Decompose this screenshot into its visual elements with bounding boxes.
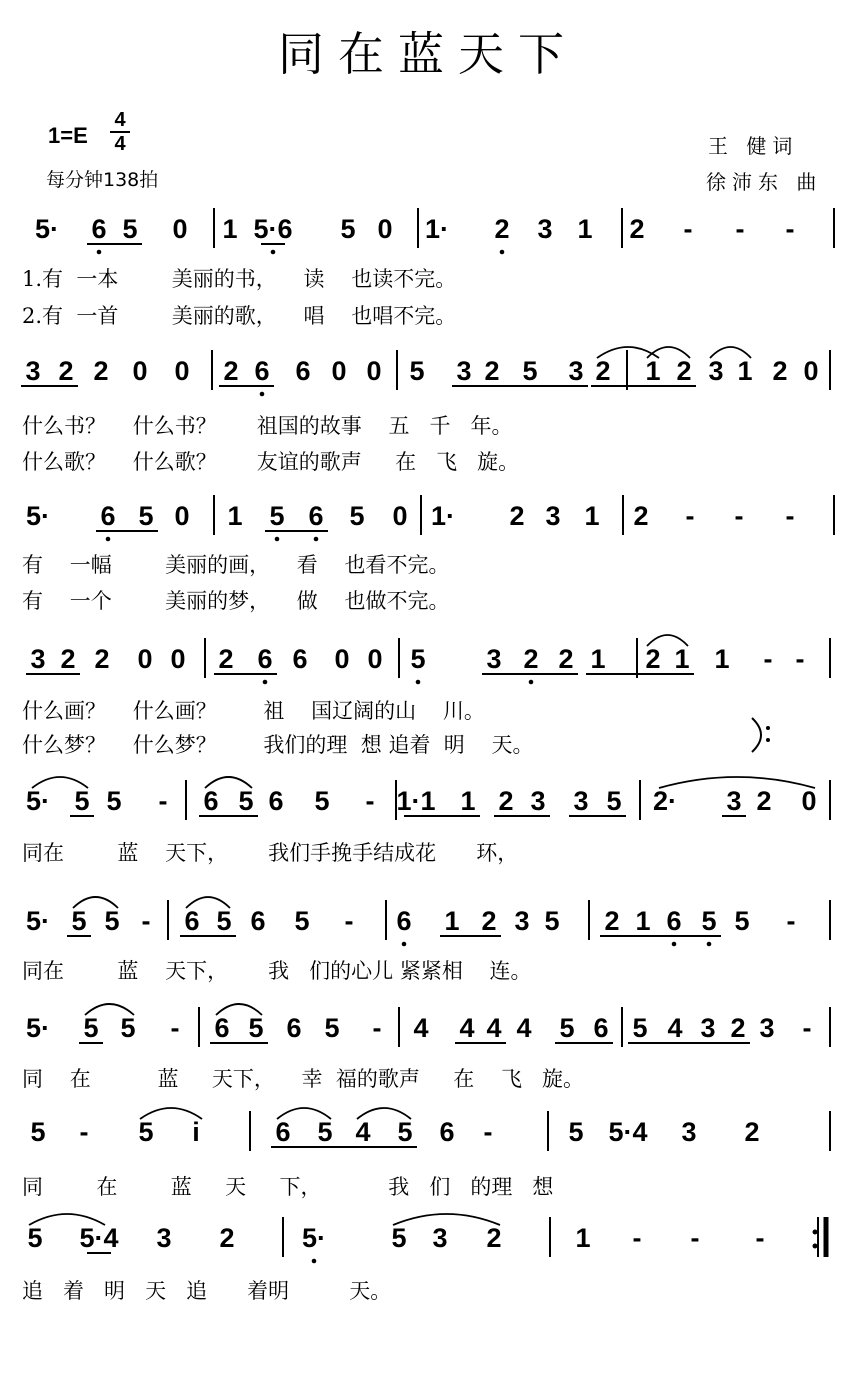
note: 0	[170, 644, 186, 674]
note: -	[802, 1013, 812, 1043]
note: 2	[645, 644, 661, 674]
note: -	[365, 786, 375, 816]
note: 3	[681, 1117, 697, 1147]
note: 0	[132, 356, 148, 386]
note: -	[735, 214, 745, 244]
tempo-marking: 每分钟138拍	[46, 169, 159, 191]
note: 5·	[34, 214, 60, 244]
note: 5	[216, 906, 232, 936]
note: 6	[396, 906, 412, 936]
lyric-line: 同在 蓝 天下， 我 们的心儿 紧紧相 连。	[22, 959, 532, 983]
note: 2	[58, 356, 74, 386]
note: 4	[355, 1117, 371, 1147]
note: 1	[635, 906, 651, 936]
note: 6	[286, 1013, 302, 1043]
note: 0	[331, 356, 347, 386]
note: 5	[568, 1117, 584, 1147]
note: 5	[74, 786, 90, 816]
note: 1	[714, 644, 730, 674]
note: 2	[595, 356, 611, 386]
note: 0	[174, 501, 190, 531]
note: -	[372, 1013, 382, 1043]
note: -	[795, 644, 805, 674]
note: 1	[590, 644, 606, 674]
note: 2	[633, 501, 649, 531]
note: 2	[629, 214, 645, 244]
note: 1	[584, 501, 600, 531]
note: 5·	[301, 1223, 327, 1253]
note: -	[685, 501, 695, 531]
note: 3	[573, 786, 589, 816]
note: 2	[93, 356, 109, 386]
note: 2	[486, 1223, 502, 1253]
note: -	[158, 786, 168, 816]
note: 3	[456, 356, 472, 386]
note: 6	[257, 644, 273, 674]
note: 5	[734, 906, 750, 936]
note: 5	[632, 1013, 648, 1043]
note: 6	[184, 906, 200, 936]
note: 2·	[652, 786, 678, 816]
note: 2	[218, 644, 234, 674]
note: 0	[801, 786, 817, 816]
note: 6	[250, 906, 266, 936]
note: 5	[544, 906, 560, 936]
note: -	[683, 214, 693, 244]
note: 5·	[25, 1013, 51, 1043]
note: 2	[676, 356, 692, 386]
note: -	[786, 906, 796, 936]
note: 5	[294, 906, 310, 936]
octave-dot	[275, 537, 280, 542]
note: -	[763, 644, 773, 674]
note: 5	[522, 356, 538, 386]
repeat-dot	[813, 1230, 818, 1235]
bracket-dot	[766, 726, 770, 730]
note: 3	[530, 786, 546, 816]
note: 6	[308, 501, 324, 531]
note: 5	[340, 214, 356, 244]
note: 2	[509, 501, 525, 531]
note: 4	[413, 1013, 429, 1043]
note: 1	[227, 501, 243, 531]
lyric-line: 什么歌？ 什么歌？ 友谊的歌声 在 飞 旋。	[22, 450, 520, 474]
note: 3	[486, 644, 502, 674]
lyric-line: 1.有 一本 美丽的书， 读 也读不完。	[22, 267, 457, 291]
note: 1	[460, 786, 476, 816]
octave-dot	[260, 392, 265, 397]
note: 3	[514, 906, 530, 936]
note: 0	[137, 644, 153, 674]
note: 2	[484, 356, 500, 386]
note: 3	[545, 501, 561, 531]
note: 5·4	[79, 1223, 119, 1253]
bracket-dot	[766, 738, 770, 742]
note: 6	[593, 1013, 609, 1043]
note: 5	[30, 1117, 46, 1147]
note: 5	[138, 501, 154, 531]
note: -	[690, 1223, 700, 1253]
note: 0	[377, 214, 393, 244]
note: 4	[486, 1013, 502, 1043]
time-numerator: 4	[114, 109, 126, 131]
note: 5	[324, 1013, 340, 1043]
note: 0	[392, 501, 408, 531]
note: 4	[516, 1013, 532, 1043]
note: 5·	[25, 906, 51, 936]
note: 2	[604, 906, 620, 936]
note: 0	[367, 644, 383, 674]
octave-dot	[271, 250, 276, 255]
note: 5	[559, 1013, 575, 1043]
note: 1	[674, 644, 690, 674]
note: 4	[459, 1013, 475, 1043]
octave-dot	[312, 1259, 317, 1264]
lyricist-credit: 王 健词	[708, 134, 799, 158]
octave-dot	[500, 250, 505, 255]
note: 5	[122, 214, 138, 244]
octave-dot	[402, 942, 407, 947]
note: 5	[106, 786, 122, 816]
note: 3	[156, 1223, 172, 1253]
octave-dot	[314, 537, 319, 542]
note: 5	[27, 1223, 43, 1253]
repeat-dot	[813, 1244, 818, 1249]
note: 2	[558, 644, 574, 674]
note: 4	[667, 1013, 683, 1043]
note: -	[141, 906, 151, 936]
note: 2	[494, 214, 510, 244]
note: 0	[334, 644, 350, 674]
note: 3	[708, 356, 724, 386]
note: 1	[222, 214, 238, 244]
note: 5	[410, 644, 426, 674]
note: 2	[744, 1117, 760, 1147]
note: 3	[537, 214, 553, 244]
note: 5	[314, 786, 330, 816]
time-denominator: 4	[114, 133, 126, 155]
lyric-line: 有 一个 美丽的梦， 做 也做不完。	[22, 589, 450, 613]
note: 1·	[424, 214, 450, 244]
note: 3	[726, 786, 742, 816]
octave-dot	[97, 250, 102, 255]
note: 3	[759, 1013, 775, 1043]
note: 5	[269, 501, 285, 531]
note: 5	[349, 501, 365, 531]
note: 6	[254, 356, 270, 386]
note: 5	[138, 1117, 154, 1147]
page-title: 同在蓝天下	[278, 27, 578, 81]
note: 3	[568, 356, 584, 386]
note: 6	[91, 214, 107, 244]
note: 2	[730, 1013, 746, 1043]
note: 2	[223, 356, 239, 386]
note: -	[483, 1117, 493, 1147]
octave-dot	[416, 680, 421, 685]
note: 3	[30, 644, 46, 674]
note: 5·4	[608, 1117, 648, 1147]
note: 1	[444, 906, 460, 936]
octave-dot	[106, 537, 111, 542]
note: 2	[481, 906, 497, 936]
note: 3	[25, 356, 41, 386]
note: 0	[366, 356, 382, 386]
note: -	[734, 501, 744, 531]
note: 6	[268, 786, 284, 816]
note: 5·6	[253, 214, 293, 244]
note: -	[344, 906, 354, 936]
note: 6	[439, 1117, 455, 1147]
note: 2	[498, 786, 514, 816]
lyric-line: 什么书？ 什么书？ 祖国的故事 五 千 年。	[22, 414, 513, 438]
note: 5	[120, 1013, 136, 1043]
note: 0	[172, 214, 188, 244]
octave-dot	[707, 942, 712, 947]
note: 6	[292, 644, 308, 674]
note: 5	[248, 1013, 264, 1043]
note: 1	[577, 214, 593, 244]
octave-dot	[529, 680, 534, 685]
note: 6	[203, 786, 219, 816]
note: 2	[219, 1223, 235, 1253]
note: 1·1	[396, 786, 436, 816]
note: 1·	[430, 501, 456, 531]
note: 3	[432, 1223, 448, 1253]
note: 5	[71, 906, 87, 936]
note: 5	[701, 906, 717, 936]
note: -	[785, 501, 795, 531]
lyric-line: 什么画？ 什么画？ 祖 国辽阔的山 川。	[22, 699, 485, 723]
note: 5	[606, 786, 622, 816]
note: 6	[275, 1117, 291, 1147]
note: 2	[60, 644, 76, 674]
lyric-line: 同 在 蓝 天 下， 我 们 的理 想	[22, 1175, 554, 1199]
note: 2	[756, 786, 772, 816]
note: 5·	[25, 501, 51, 531]
lyric-line: 同 在 蓝 天下， 幸 福的歌声 在 飞 旋。	[22, 1067, 584, 1091]
note: 1	[575, 1223, 591, 1253]
note: -	[755, 1223, 765, 1253]
note: 5	[391, 1223, 407, 1253]
note: 6	[295, 356, 311, 386]
composer-credit: 徐沛东 曲	[706, 170, 823, 194]
note: 6	[214, 1013, 230, 1043]
lyric-line: 追 着 明 天 追 着明 天。	[22, 1279, 392, 1303]
lyric-line: 同在 蓝 天下， 我们手挽手结成花 环，	[22, 841, 519, 865]
note: i	[192, 1117, 200, 1147]
lyric-line: 什么梦？ 什么梦？ 我们的理 想 追着 明 天。	[22, 733, 534, 757]
note: -	[785, 214, 795, 244]
note: 2	[523, 644, 539, 674]
key-text: 1=E	[48, 123, 88, 148]
note: 5	[83, 1013, 99, 1043]
note: 5	[317, 1117, 333, 1147]
octave-dot	[672, 942, 677, 947]
verse-bracket	[752, 718, 761, 752]
note: 5	[397, 1117, 413, 1147]
note: 0	[174, 356, 190, 386]
note: 5	[409, 356, 425, 386]
note: -	[632, 1223, 642, 1253]
note: 6	[666, 906, 682, 936]
lyric-line: 有 一幅 美丽的画， 看 也看不完。	[22, 553, 450, 577]
note: 3	[700, 1013, 716, 1043]
note: 2	[772, 356, 788, 386]
note: 5	[104, 906, 120, 936]
note: 1	[737, 356, 753, 386]
note: 2	[94, 644, 110, 674]
note: 5·	[25, 786, 51, 816]
octave-dot	[263, 680, 268, 685]
note: 5	[238, 786, 254, 816]
note: 0	[803, 356, 819, 386]
lyric-line: 2.有 一首 美丽的歌， 唱 也唱不完。	[22, 304, 457, 328]
note: 1	[645, 356, 661, 386]
note: -	[79, 1117, 89, 1147]
note: -	[170, 1013, 180, 1043]
note: 6	[100, 501, 116, 531]
